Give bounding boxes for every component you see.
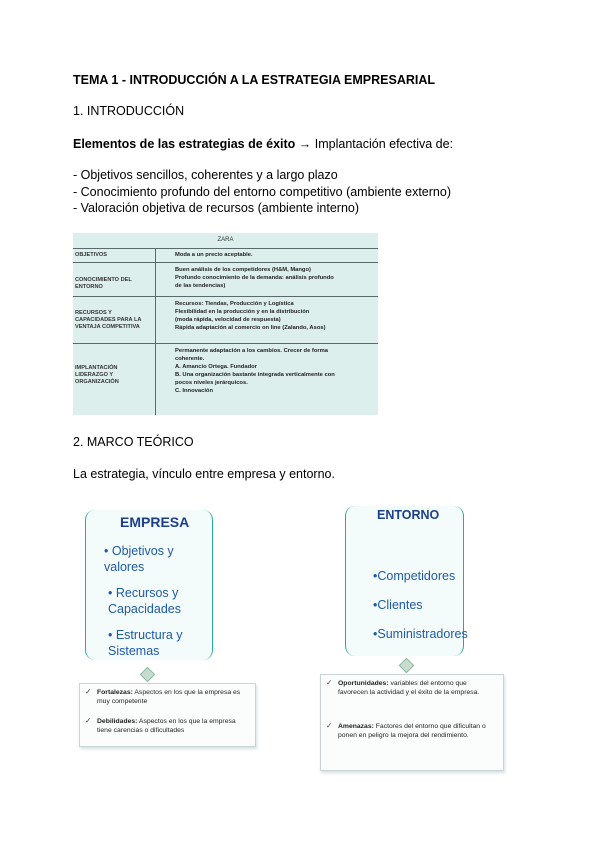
check-icon: ✓ xyxy=(326,721,333,730)
row-line: Permanente adaptación a los cambios. Crecer de forma xyxy=(175,348,329,354)
row-label: IMPLANTACIÓN LIDERAZGO Y ORGANIZACIÓN xyxy=(75,365,119,385)
elements-paragraph xyxy=(73,137,453,151)
empresa-item: • Recursos y Capacidades xyxy=(108,586,181,616)
entorno-item: •Clientes xyxy=(373,598,423,612)
list-item xyxy=(338,722,498,740)
empresa-item: • Objetivos y valores xyxy=(104,544,174,574)
empresa-item: • Estructura y Sistemas xyxy=(108,628,183,658)
list-item xyxy=(97,688,249,706)
row-line: B. Una organización bastante integrada verticalmente con xyxy=(175,372,335,378)
list-item xyxy=(338,679,498,697)
row-line: A. Amancio Ortega. Fundador xyxy=(175,364,257,370)
row-line: Profundo conocimiento de la demanda: análisis profundo xyxy=(175,275,334,281)
bullet-list xyxy=(73,167,451,217)
zara-table xyxy=(73,233,378,415)
empresa-box xyxy=(85,510,213,660)
note-text: variables del entorno que favorecen la actividad y el éxito de la empresa. xyxy=(338,680,480,696)
paragraph: La estrategia, vínculo entre empresa y entorno. xyxy=(73,467,335,481)
row-line: Rápida adaptación al comercio on line (Zalando, Asos) xyxy=(175,325,326,331)
check-icon: ✓ xyxy=(85,687,92,696)
elements-bold-text: Elementos de las estrategias de éxito xyxy=(73,137,296,151)
row-label: RECURSOS Y CAPACIDADES PARA LA VENTAJA COMPETITIVA xyxy=(75,310,142,330)
note-label: Debilidades: xyxy=(97,718,138,725)
note-text: Factores del entorno que dificultan o ponen en peligro la mejora del rendimiento. xyxy=(338,723,486,739)
check-icon: ✓ xyxy=(326,678,333,687)
row-line: Flexibilidad en la producción y en la distribución xyxy=(175,309,310,315)
table-row xyxy=(73,296,378,342)
entorno-item: •Competidores xyxy=(373,569,456,583)
list-item: - Conocimiento profundo del entorno competitivo (ambiente externo) xyxy=(73,184,451,199)
entorno-title: ENTORNO xyxy=(377,508,440,522)
row-line: (moda rápida, velocidad de respuesta) xyxy=(175,317,281,323)
table-row xyxy=(73,343,378,416)
section-heading-introduccion: 1. INTRODUCCIÓN xyxy=(73,104,185,118)
row-line: coherente. xyxy=(175,356,205,362)
strengths-weaknesses-box xyxy=(79,683,256,747)
row-label: CONOCIMIENTO DEL ENTORNO xyxy=(75,277,132,290)
section-heading-marco-teorico: 2. MARCO TEÓRICO xyxy=(73,435,194,449)
row-line: Buen análisis de los competidores (H&M, Mango) xyxy=(175,267,311,273)
row-content xyxy=(175,300,375,332)
row-content xyxy=(175,266,375,290)
row-content xyxy=(175,251,375,259)
list-item xyxy=(97,717,249,735)
row-line: Moda a un precio aceptable. xyxy=(175,252,253,258)
opportunities-threats-box xyxy=(320,674,504,771)
entorno-box xyxy=(345,506,468,656)
elements-rest-text: → Implantación efectiva de: xyxy=(295,137,454,151)
zara-table-header: ZARA xyxy=(217,237,234,243)
note-label: Oportunidades: xyxy=(338,680,389,687)
table-row xyxy=(73,262,378,298)
note-text: Aspectos en los que la empresa es muy competente xyxy=(97,689,241,705)
row-line: pocos niveles jerárquicos. xyxy=(175,380,248,386)
row-line: C. Innovación xyxy=(175,388,214,394)
document-title: TEMA 1 - INTRODUCCIÓN A LA ESTRATEGIA EMPRESARIAL xyxy=(73,73,436,87)
list-item: - Valoración objetiva de recursos (ambiente interno) xyxy=(73,201,360,215)
row-line: de las tendencias) xyxy=(175,283,226,289)
list-item: - Objetivos sencillos, coherentes y a largo plazo xyxy=(73,168,338,182)
note-label: Fortalezas: xyxy=(97,689,133,696)
note-label: Amenazas: xyxy=(338,723,374,730)
note-text: Aspectos en los que la empresa tiene carencias o dificultades xyxy=(97,718,236,734)
row-content xyxy=(175,347,375,395)
row-line: Recursos: Tiendas, Producción y Logística xyxy=(175,301,294,307)
row-label: OBJETIVOS xyxy=(75,252,108,258)
empresa-title: EMPRESA xyxy=(120,514,190,530)
entorno-item: •Suministradores xyxy=(373,627,468,641)
table-row xyxy=(73,248,378,262)
check-icon: ✓ xyxy=(85,716,92,725)
